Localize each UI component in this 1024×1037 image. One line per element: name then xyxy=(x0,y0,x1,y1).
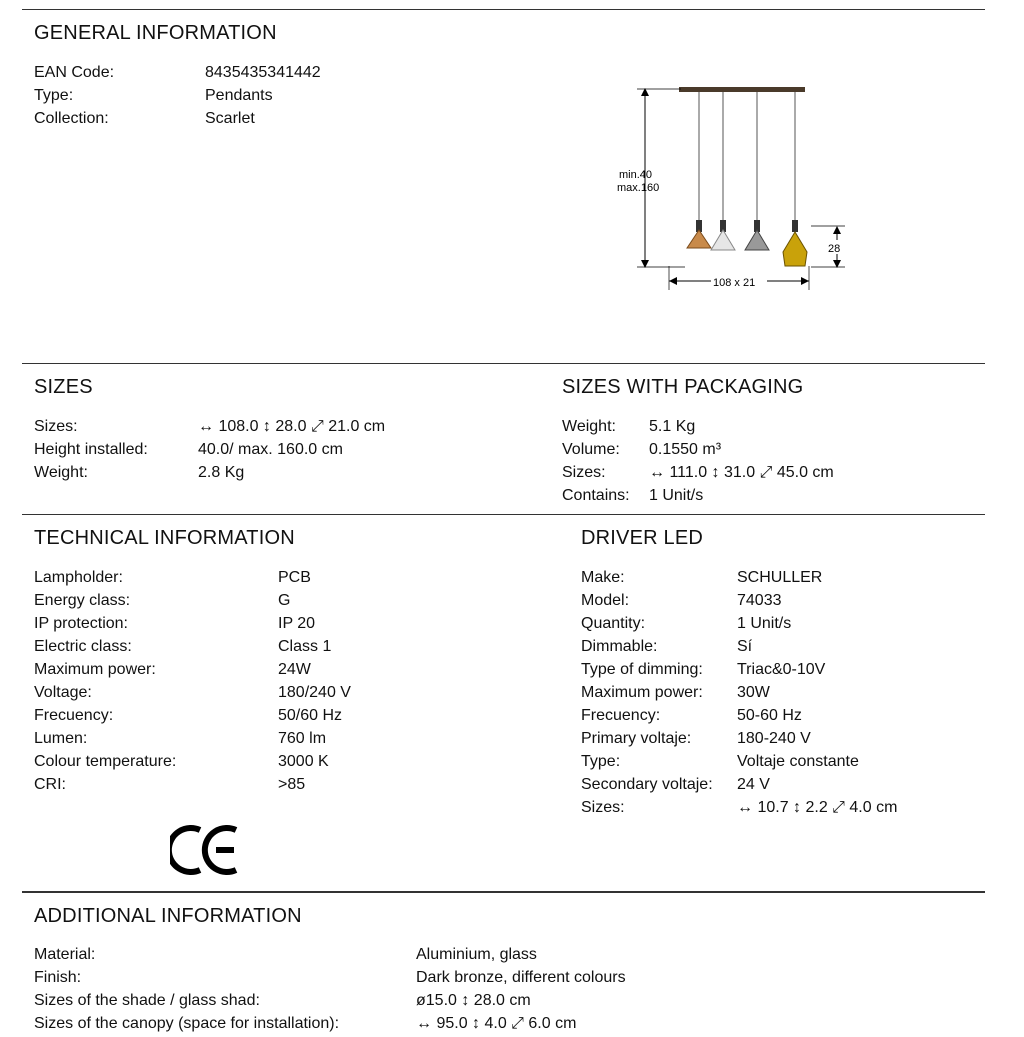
sizes-key: Sizes: xyxy=(34,418,78,435)
driver-row xyxy=(581,704,897,727)
additional-key: Material: xyxy=(34,946,96,963)
technical-value: >85 xyxy=(278,776,306,793)
general-key: EAN Code: xyxy=(34,64,115,81)
technical-value: 24W xyxy=(278,661,311,678)
technical-key: Lampholder: xyxy=(34,569,123,586)
lamp-shade-smoke xyxy=(745,220,769,250)
packaging-value: 0.1550 m³ xyxy=(649,441,722,458)
packaging-title: SIZES WITH PACKAGING xyxy=(562,376,804,398)
sizes-title: SIZES xyxy=(34,376,93,398)
technical-row xyxy=(34,658,351,681)
driver-row xyxy=(581,566,897,589)
product-dimension-diagram xyxy=(615,80,855,295)
driver-key: Sizes: xyxy=(581,799,625,816)
additional-key: Sizes of the shade / glass shad: xyxy=(34,992,260,1009)
technical-value: Class 1 xyxy=(278,638,332,655)
additional-row xyxy=(34,989,626,1012)
height-label-max: max.160 xyxy=(617,182,660,194)
additional-value: ø15.0 ↕ 28.0 cm xyxy=(416,992,531,1009)
driver-value: 50-60 Hz xyxy=(737,707,802,724)
driver-row xyxy=(581,635,897,658)
technical-row xyxy=(34,704,351,727)
packaging-row xyxy=(562,461,834,484)
packaging-key: Contains: xyxy=(562,487,630,504)
driver-row xyxy=(581,796,897,819)
driver-value: 30W xyxy=(737,684,770,701)
technical-value: PCB xyxy=(278,569,311,586)
sizes-value: 2.8 Kg xyxy=(198,464,245,481)
driver-list xyxy=(581,566,897,819)
driver-value: 74033 xyxy=(737,592,782,609)
sizes-row xyxy=(34,438,385,461)
packaging-key: Sizes: xyxy=(562,464,606,481)
general-row xyxy=(34,61,321,84)
general-list xyxy=(34,61,321,130)
driver-key: Dimmable: xyxy=(581,638,658,655)
technical-row xyxy=(34,750,351,773)
general-key: Type: xyxy=(34,87,74,104)
sizes-key: Weight: xyxy=(34,464,88,481)
general-row xyxy=(34,84,321,107)
packaging-value: 1 Unit/s xyxy=(649,487,704,504)
canopy-shape xyxy=(679,87,805,92)
driver-value: SCHULLER xyxy=(737,569,823,586)
top-divider xyxy=(22,9,985,10)
divider-sizes xyxy=(22,363,985,364)
additional-list xyxy=(34,943,626,1035)
technical-value: 50/60 Hz xyxy=(278,707,343,724)
general-value: Pendants xyxy=(205,87,273,104)
additional-row xyxy=(34,1012,626,1035)
driver-value: Voltaje constante xyxy=(737,753,859,770)
technical-row xyxy=(34,681,351,704)
technical-value: IP 20 xyxy=(278,615,316,632)
driver-title: DRIVER LED xyxy=(581,527,704,549)
driver-key: Secondary voltaje: xyxy=(581,776,713,793)
technical-value: G xyxy=(278,592,291,609)
driver-key: Frecuency: xyxy=(581,707,661,724)
sizes-value: ↔ 108.0 ↕ 28.0 ⤢ 21.0 cm xyxy=(198,418,386,435)
driver-value: 180-240 V xyxy=(737,730,811,747)
technical-value: 180/240 V xyxy=(278,684,351,701)
technical-key: Electric class: xyxy=(34,638,132,655)
technical-row xyxy=(34,612,351,635)
general-title: GENERAL INFORMATION xyxy=(34,22,277,44)
additional-value: Dark bronze, different colours xyxy=(416,969,626,986)
technical-value: 760 lm xyxy=(278,730,327,747)
technical-row xyxy=(34,589,351,612)
technical-key: Energy class: xyxy=(34,592,131,609)
driver-row xyxy=(581,750,897,773)
packaging-key: Volume: xyxy=(562,441,620,458)
technical-key: CRI: xyxy=(34,776,66,793)
driver-row xyxy=(581,681,897,704)
driver-row xyxy=(581,658,897,681)
additional-row xyxy=(34,966,626,989)
driver-row xyxy=(581,589,897,612)
packaging-list xyxy=(562,415,834,507)
technical-key: Maximum power: xyxy=(34,661,156,678)
technical-key: Lumen: xyxy=(34,730,88,747)
packaging-row xyxy=(562,415,834,438)
technical-value: 3000 K xyxy=(278,753,329,770)
additional-value: ↔ 95.0 ↕ 4.0 ⤢ 6.0 cm xyxy=(416,1015,577,1032)
height-label-min: min.40 xyxy=(619,169,653,181)
driver-value: 1 Unit/s xyxy=(737,615,792,632)
divider-additional xyxy=(22,891,985,893)
technical-key: Voltage: xyxy=(34,684,92,701)
driver-value: ↔ 10.7 ↕ 2.2 ⤢ 4.0 cm xyxy=(737,799,898,816)
sizes-value: 40.0/ max. 160.0 cm xyxy=(198,441,343,458)
sizes-row xyxy=(34,461,385,484)
driver-row xyxy=(581,612,897,635)
technical-row xyxy=(34,727,351,750)
driver-key: Maximum power: xyxy=(581,684,703,701)
driver-value: Sí xyxy=(737,638,753,655)
additional-key: Sizes of the canopy (space for installation): xyxy=(34,1015,340,1032)
lamp-shade-gold xyxy=(783,220,807,266)
lamp-height-label: 28 xyxy=(828,243,841,255)
divider-technical xyxy=(22,514,985,515)
general-value: Scarlet xyxy=(205,110,255,127)
sizes-key: Height installed: xyxy=(34,441,148,458)
general-key: Collection: xyxy=(34,110,109,127)
width-label: 108 x 21 xyxy=(713,277,756,289)
packaging-key: Weight: xyxy=(562,418,616,435)
additional-value: Aluminium, glass xyxy=(416,946,537,963)
lamp-shade-clear xyxy=(711,220,735,250)
driver-value: 24 V xyxy=(737,776,770,793)
packaging-value: 5.1 Kg xyxy=(649,418,696,435)
driver-key: Make: xyxy=(581,569,625,586)
general-value: 8435435341442 xyxy=(205,64,321,81)
driver-key: Type: xyxy=(581,753,621,770)
driver-row xyxy=(581,727,897,750)
technical-list xyxy=(34,566,351,796)
driver-value: Triac&0-10V xyxy=(737,661,826,678)
additional-row xyxy=(34,943,626,966)
driver-row xyxy=(581,773,897,796)
driver-key: Type of dimming: xyxy=(581,661,703,678)
sizes-list xyxy=(34,415,385,484)
driver-key: Quantity: xyxy=(581,615,646,632)
technical-key: Frecuency: xyxy=(34,707,114,724)
packaging-row xyxy=(562,438,834,461)
technical-key: IP protection: xyxy=(34,615,128,632)
sizes-row xyxy=(34,415,385,438)
lamp-shade-amber xyxy=(687,220,711,248)
ce-mark-icon xyxy=(170,822,240,878)
additional-title: ADDITIONAL INFORMATION xyxy=(34,905,302,927)
technical-row xyxy=(34,773,351,796)
driver-key: Primary voltaje: xyxy=(581,730,692,747)
additional-key: Finish: xyxy=(34,969,82,986)
general-row xyxy=(34,107,321,130)
technical-title: TECHNICAL INFORMATION xyxy=(34,527,295,549)
packaging-value: ↔ 111.0 ↕ 31.0 ⤢ 45.0 cm xyxy=(649,464,834,481)
packaging-row xyxy=(562,484,834,507)
driver-key: Model: xyxy=(581,592,630,609)
technical-row xyxy=(34,635,351,658)
technical-row xyxy=(34,566,351,589)
technical-key: Colour temperature: xyxy=(34,753,177,770)
